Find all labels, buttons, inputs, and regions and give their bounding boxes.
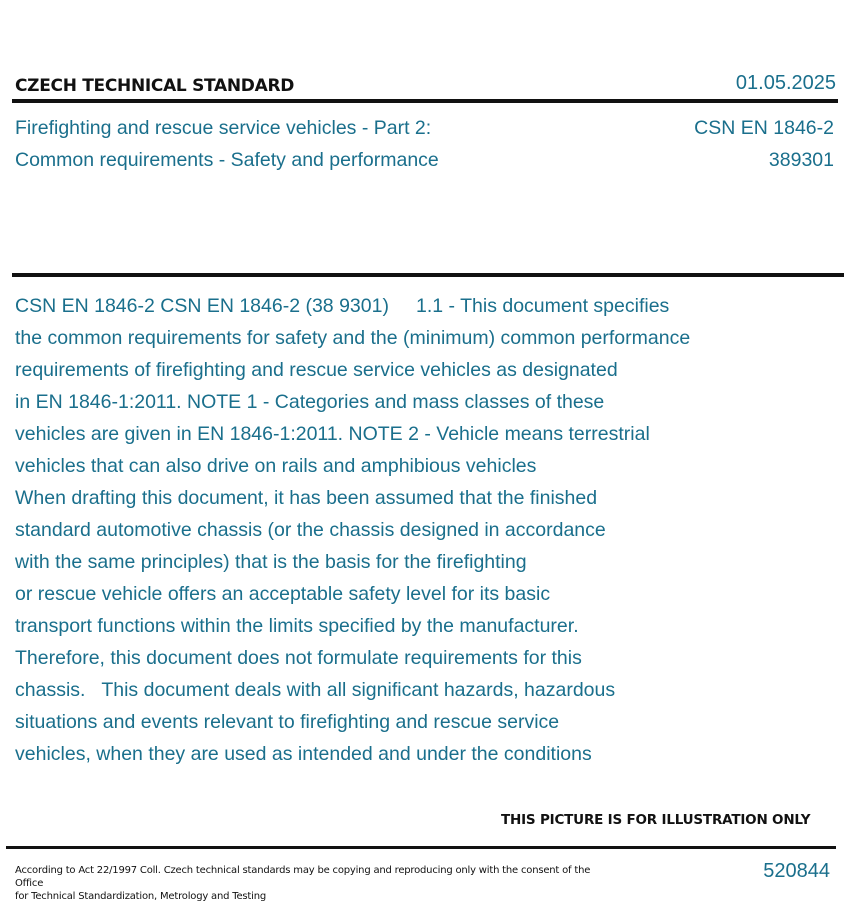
copyright-notice [15,864,615,903]
abstract-line: Therefore, this document does not formulate requirements for this [15,647,582,669]
abstract-line: vehicles that can also drive on rails and amphibious vehicles [15,455,537,477]
abstract-line: situations and events relevant to firefighting and rescue service [15,711,560,733]
abstract-line: vehicles, when they are used as intended and under the conditions [15,743,592,765]
document-title-line-1: Firefighting and rescue service vehicles - Part 2: [15,117,432,139]
abstract-line: When drafting this document, it has been assumed that the finished [15,487,598,509]
abstract-line: standard automotive chassis (or the chassis designed in accordance [15,519,606,541]
copyright-notice-line-2: for Technical Standardization, Metrology and Testing [15,891,266,902]
document-title-line-2: Common requirements - Safety and performance [15,149,439,171]
abstract-line: transport functions within the limits specified by the manufacturer. [15,615,579,637]
copyright-notice-line-1: According to Act 22/1997 Coll. Czech technical standards may be copying and reproducing only with the consent of the Office [15,865,591,889]
document-id: 520844 [763,860,830,882]
header-divider [12,99,838,103]
abstract-line: CSN EN 1846-2 CSN EN 1846-2 (38 9301) 1.1 - This document specifies [15,295,670,317]
abstract-line: or rescue vehicle offers an acceptable safety level for its basic [15,583,551,605]
document-abstract [15,290,835,770]
classification-number: 389301 [768,149,834,171]
footer-divider [6,846,836,849]
abstract-line: requirements of firefighting and rescue service vehicles as designated [15,359,618,381]
standard-header-title: CZECH TECHNICAL STANDARD [15,76,295,96]
abstract-line: vehicles are given in EN 1846-1:2011. NOTE 2 - Vehicle means terrestrial [15,423,650,445]
abstract-line: chassis. This document deals with all significant hazards, hazardous [15,679,616,701]
abstract-line: in EN 1846-1:2011. NOTE 1 - Categories and mass classes of these [15,391,605,413]
publication-date: 01.05.2025 [735,72,836,94]
illustration-notice: THIS PICTURE IS FOR ILLUSTRATION ONLY [501,812,811,828]
title-divider [12,273,844,277]
abstract-line: the common requirements for safety and the (minimum) common performance [15,327,691,349]
abstract-line: with the same principles) that is the basis for the firefighting [15,551,527,573]
standard-code: CSN EN 1846-2 [694,117,834,139]
